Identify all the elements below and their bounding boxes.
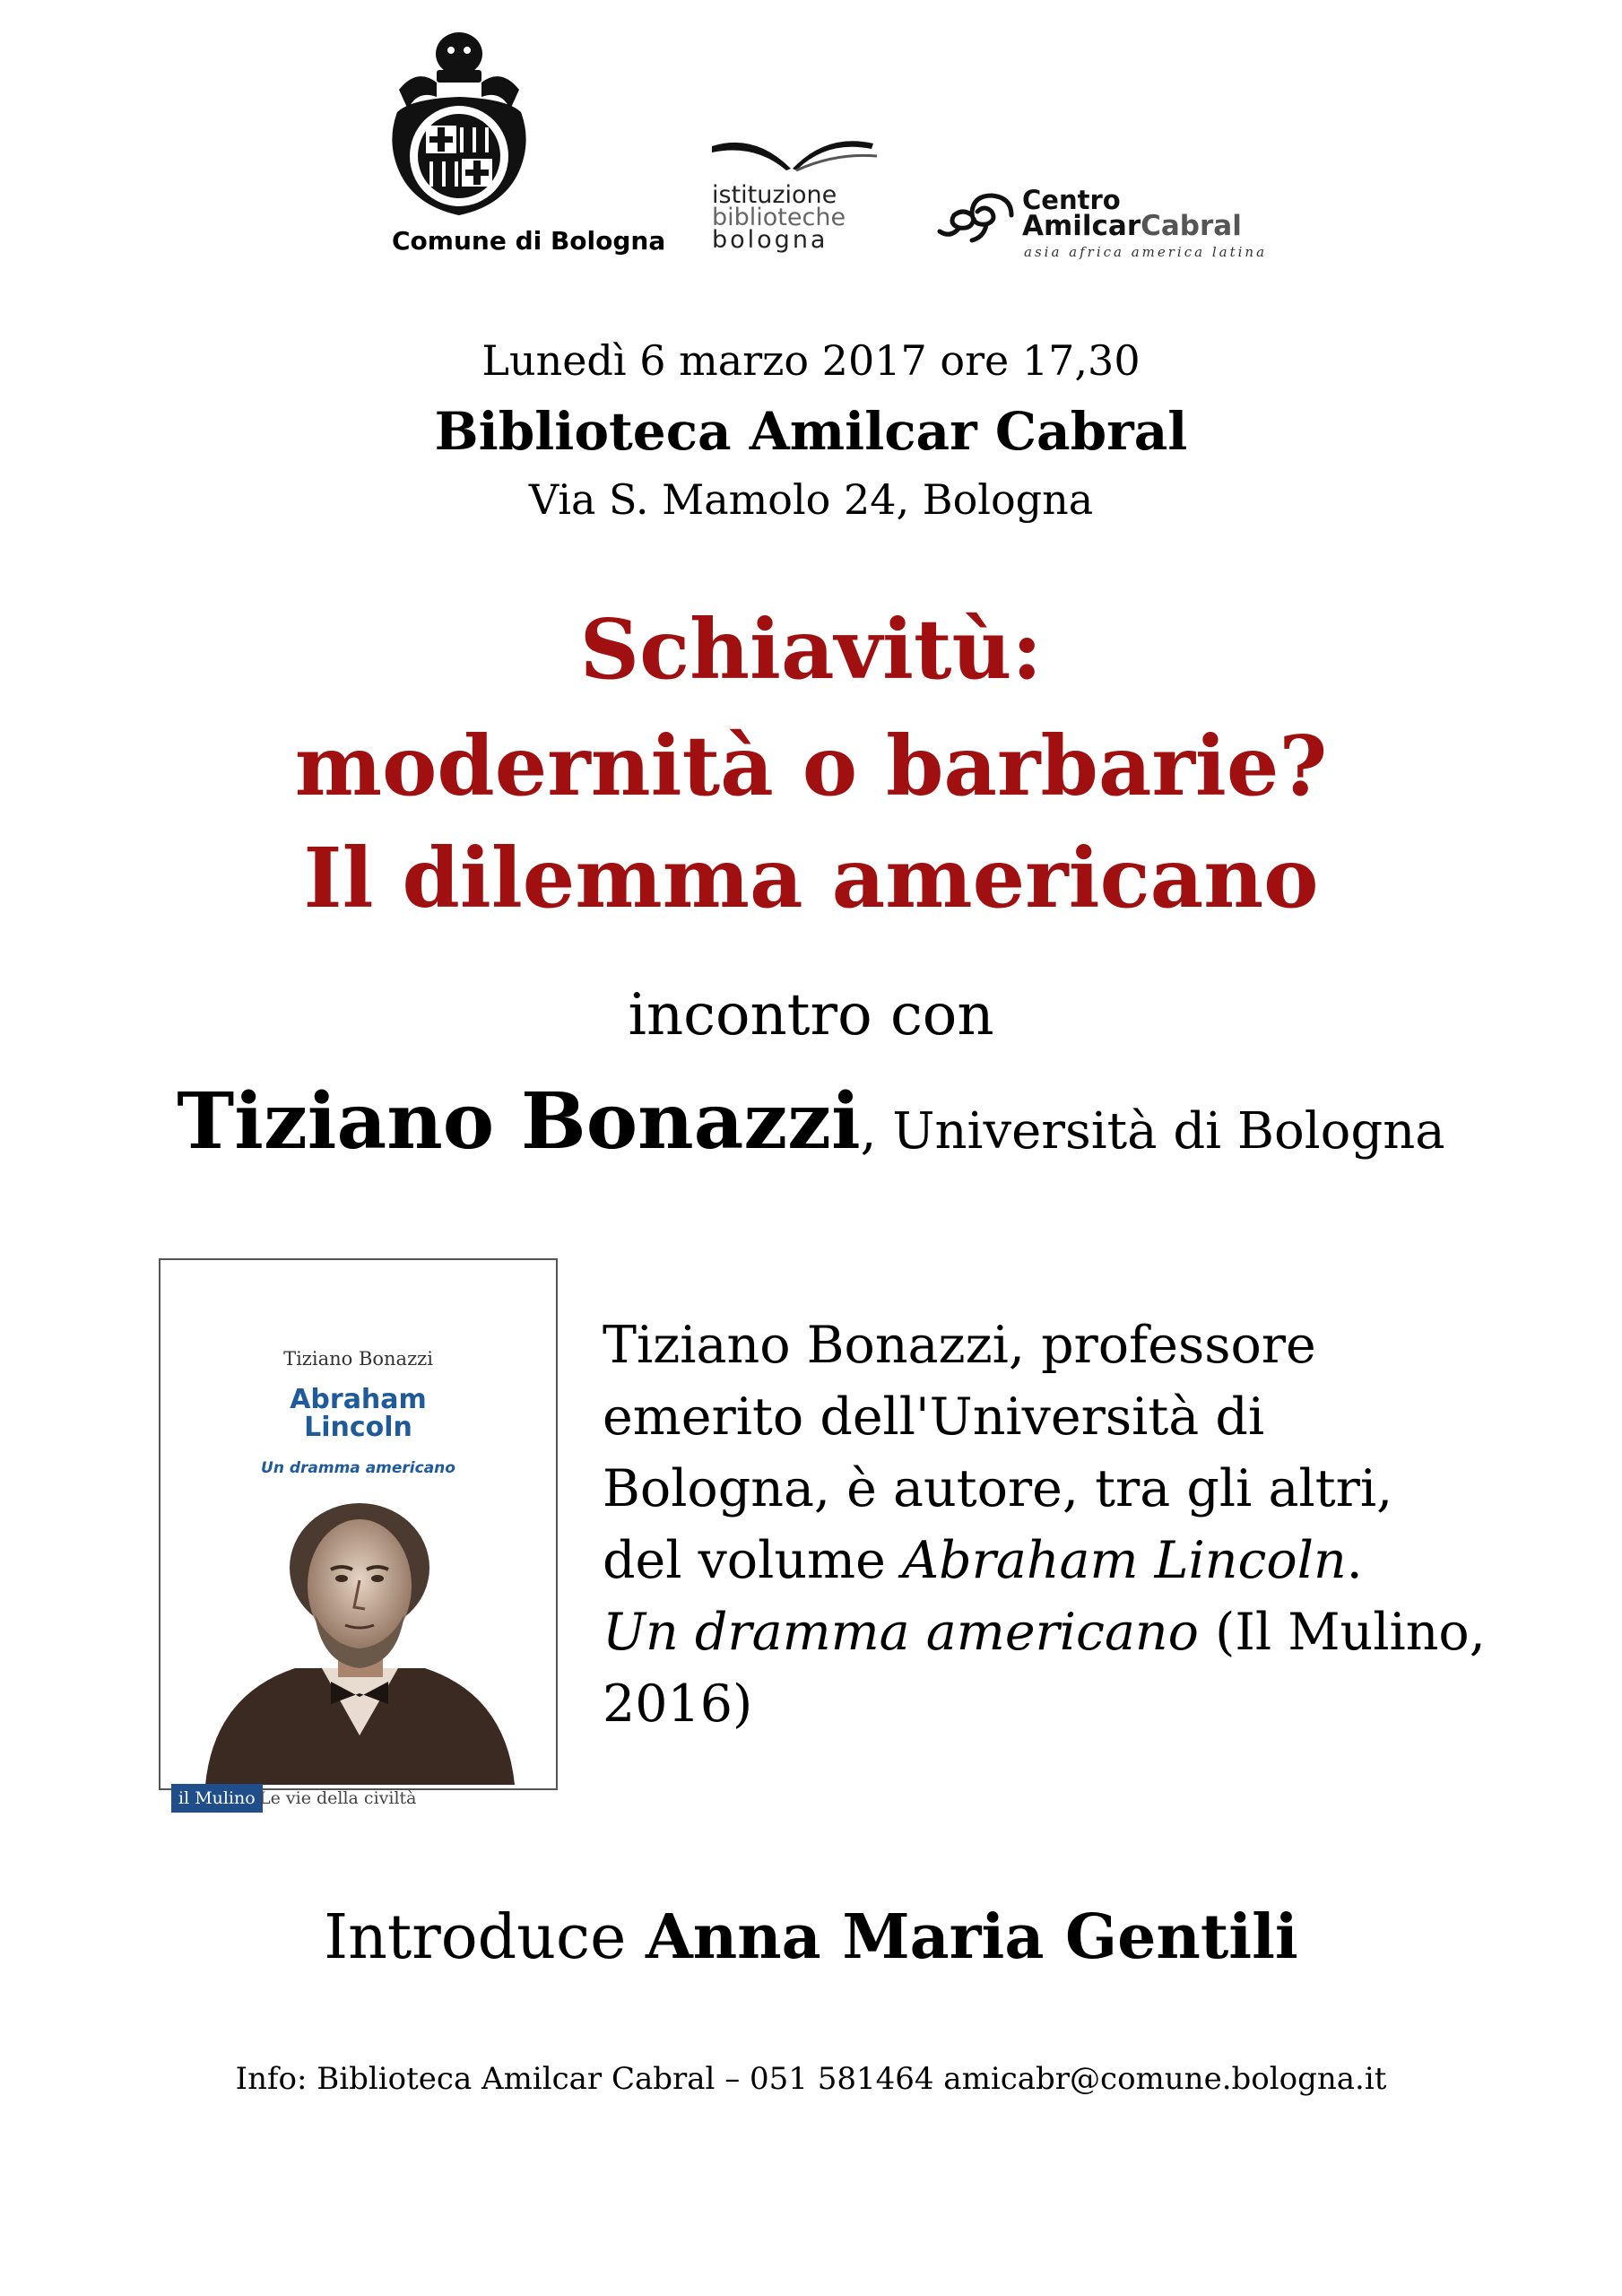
moderator-name: Anna Maria Gentili <box>645 1901 1298 1973</box>
istituzione-line-1: istituzione <box>712 181 837 209</box>
contact-info: Info: Biblioteca Amilcar Cabral – 051 581464 amicabr@comune.bologna.it <box>235 2061 1387 2097</box>
book-title-reference: Abraham Lincoln <box>901 1531 1347 1590</box>
book-title <box>160 1386 556 1441</box>
book-cover <box>159 1258 558 1808</box>
comune-di-bologna-logo <box>381 27 677 260</box>
description-line <box>603 1525 1463 1596</box>
description-line <box>603 1596 1486 1668</box>
comune-emblem-icon <box>381 27 677 224</box>
centro-cabral: Cabral <box>1141 210 1242 242</box>
book-author: Tiziano Bonazzi <box>283 1348 433 1370</box>
description-line: Bologna, è autore, tra gli altri, <box>603 1459 1393 1518</box>
comune-di-bologna-label: Comune di Bologna <box>392 226 666 256</box>
book-publisher: il Mulino <box>171 1784 263 1813</box>
istituzione-line-3: bologna <box>712 226 828 254</box>
lincoln-portrait <box>196 1489 524 1785</box>
centro-amilcar-cabral-logo <box>932 179 1291 260</box>
event-date: Lunedì 6 marzo 2017 ore 17,30 <box>481 336 1141 385</box>
description-line: Tiziano Bonazzi, professore <box>603 1316 1316 1375</box>
description-text: (Il Mulino, <box>1198 1603 1486 1662</box>
title-line-2: modernità o barbarie? <box>294 718 1328 814</box>
introduce-prefix: Introduce <box>324 1902 646 1973</box>
event-address: Via S. Mamolo 24, Bologna <box>528 475 1094 524</box>
description-text: del volume <box>603 1531 902 1590</box>
spiral-icon <box>932 185 1022 248</box>
centro-tagline: asia africa america latina <box>1024 244 1268 260</box>
speaker-intro: incontro con <box>628 982 994 1048</box>
centro-line-1: Centro <box>1022 185 1121 215</box>
open-book-icon <box>710 133 889 187</box>
centro-amilcar: Amilcar <box>1022 210 1141 242</box>
book-series: Le vie della civiltà <box>259 1788 417 1808</box>
description-text: . <box>1346 1531 1363 1590</box>
introduce-line <box>0 1901 1622 1973</box>
speaker-line <box>0 1076 1622 1167</box>
book-subtitle-reference: Un dramma americano <box>603 1603 1199 1662</box>
speaker-name: Tiziano Bonazzi <box>177 1076 861 1167</box>
event-venue: Biblioteca Amilcar Cabral <box>434 401 1188 462</box>
istituzione-line-2: biblioteche <box>712 204 846 231</box>
description-line: 2016) <box>603 1674 753 1734</box>
centro-line-2 <box>1022 210 1242 242</box>
book-title-line-2: Lincoln <box>304 1412 412 1443</box>
title-line-1: Schiavitù: <box>579 601 1043 698</box>
description-line: emerito dell'Università di <box>603 1387 1265 1447</box>
book-subtitle: Un dramma americano <box>261 1459 455 1477</box>
istituzione-biblioteche-logo <box>710 133 889 263</box>
speaker-description <box>603 1309 1486 1740</box>
title-line-3: Il dilemma americano <box>303 830 1319 926</box>
speaker-affiliation: , Università di Bologna <box>860 1102 1445 1161</box>
book-title-line-1: Abraham <box>290 1384 427 1415</box>
